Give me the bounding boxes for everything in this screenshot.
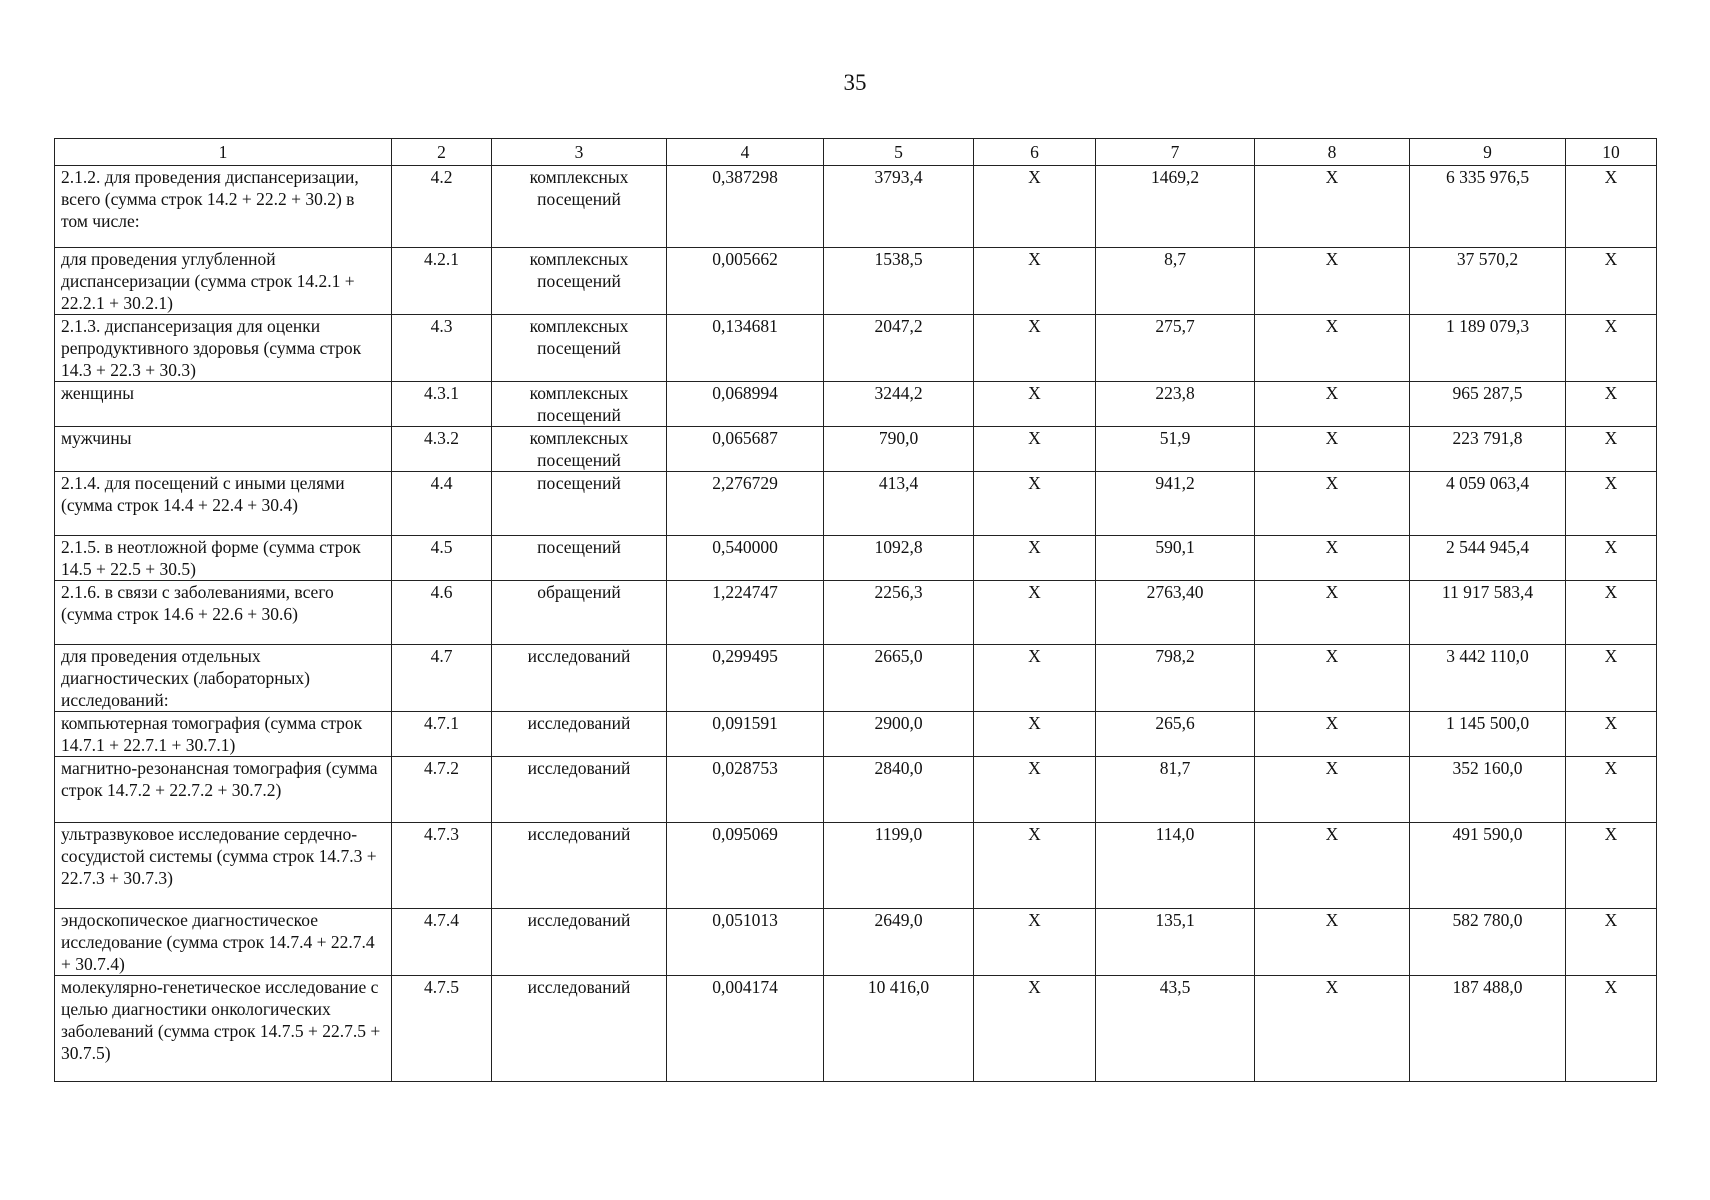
row-description: 2.1.3. диспансеризация для оценки репродуктивного здоровья (сумма строк 14.3 + 22.3 + 30.3) <box>55 315 392 382</box>
row-value-col9: 11 917 583,4 <box>1410 581 1566 645</box>
row-value-col6: Х <box>974 248 1096 315</box>
row-value-col6: Х <box>974 757 1096 823</box>
row-value-col5: 1538,5 <box>824 248 974 315</box>
row-value-col6: Х <box>974 427 1096 472</box>
row-value-col5: 2840,0 <box>824 757 974 823</box>
row-value-col6: Х <box>974 909 1096 976</box>
row-value-col8: Х <box>1255 248 1410 315</box>
row-value-col8: Х <box>1255 757 1410 823</box>
row-value-col10: Х <box>1566 536 1657 581</box>
table-row <box>55 757 1657 823</box>
row-unit: посещений <box>492 536 667 581</box>
row-value-col5: 1199,0 <box>824 823 974 909</box>
row-line-number: 4.2 <box>392 166 492 248</box>
row-value-col6: Х <box>974 976 1096 1082</box>
row-value-col4: 0,299495 <box>667 645 824 712</box>
row-line-number: 4.3 <box>392 315 492 382</box>
row-value-col8: Х <box>1255 427 1410 472</box>
row-value-col5: 10 416,0 <box>824 976 974 1082</box>
column-header: 1 <box>55 139 392 166</box>
row-line-number: 4.7.2 <box>392 757 492 823</box>
row-value-col7: 941,2 <box>1096 472 1255 536</box>
row-description: ультразвуковое исследование сердечно-сосудистой системы (сумма строк 14.7.3 + 22.7.3 + 30.7.3) <box>55 823 392 909</box>
row-value-col4: 0,387298 <box>667 166 824 248</box>
row-value-col7: 798,2 <box>1096 645 1255 712</box>
row-line-number: 4.7.5 <box>392 976 492 1082</box>
row-line-number: 4.3.1 <box>392 382 492 427</box>
row-value-col10: Х <box>1566 823 1657 909</box>
row-line-number: 4.7.3 <box>392 823 492 909</box>
row-value-col9: 4 059 063,4 <box>1410 472 1566 536</box>
column-header: 3 <box>492 139 667 166</box>
row-description: мужчины <box>55 427 392 472</box>
row-value-col10: Х <box>1566 427 1657 472</box>
row-description: эндоскопическое диагностическое исследование (сумма строк 14.7.4 + 22.7.4 + 30.7.4) <box>55 909 392 976</box>
row-value-col8: Х <box>1255 823 1410 909</box>
row-value-col7: 1469,2 <box>1096 166 1255 248</box>
row-value-col6: Х <box>974 382 1096 427</box>
table-row <box>55 427 1657 472</box>
row-value-col4: 0,095069 <box>667 823 824 909</box>
row-value-col5: 1092,8 <box>824 536 974 581</box>
row-value-col4: 0,540000 <box>667 536 824 581</box>
row-value-col8: Х <box>1255 315 1410 382</box>
row-value-col9: 965 287,5 <box>1410 382 1566 427</box>
column-header: 7 <box>1096 139 1255 166</box>
data-table <box>54 138 1657 1082</box>
row-value-col9: 2 544 945,4 <box>1410 536 1566 581</box>
row-value-col8: Х <box>1255 976 1410 1082</box>
row-value-col6: Х <box>974 645 1096 712</box>
row-value-col9: 37 570,2 <box>1410 248 1566 315</box>
row-line-number: 4.7.4 <box>392 909 492 976</box>
row-value-col6: Х <box>974 472 1096 536</box>
row-value-col4: 0,134681 <box>667 315 824 382</box>
row-value-col5: 2900,0 <box>824 712 974 757</box>
row-line-number: 4.7 <box>392 645 492 712</box>
row-value-col8: Х <box>1255 712 1410 757</box>
row-value-col7: 51,9 <box>1096 427 1255 472</box>
row-value-col9: 352 160,0 <box>1410 757 1566 823</box>
table-row <box>55 712 1657 757</box>
row-value-col4: 1,224747 <box>667 581 824 645</box>
row-description: 2.1.4. для посещений с иными целями (сумма строк 14.4 + 22.4 + 30.4) <box>55 472 392 536</box>
row-value-col4: 0,028753 <box>667 757 824 823</box>
row-value-col10: Х <box>1566 909 1657 976</box>
row-value-col7: 8,7 <box>1096 248 1255 315</box>
row-value-col8: Х <box>1255 581 1410 645</box>
row-line-number: 4.7.1 <box>392 712 492 757</box>
row-value-col8: Х <box>1255 166 1410 248</box>
row-description: для проведения углубленной диспансеризации (сумма строк 14.2.1 + 22.2.1 + 30.2.1) <box>55 248 392 315</box>
table-body <box>55 166 1657 1082</box>
row-description: компьютерная томография (сумма строк 14.7.1 + 22.7.1 + 30.7.1) <box>55 712 392 757</box>
row-value-col10: Х <box>1566 472 1657 536</box>
table-header-row <box>55 139 1657 166</box>
table-row <box>55 382 1657 427</box>
row-unit: исследований <box>492 645 667 712</box>
row-value-col5: 2665,0 <box>824 645 974 712</box>
row-value-col5: 2649,0 <box>824 909 974 976</box>
row-value-col10: Х <box>1566 382 1657 427</box>
row-value-col4: 0,065687 <box>667 427 824 472</box>
row-value-col10: Х <box>1566 645 1657 712</box>
row-value-col8: Х <box>1255 645 1410 712</box>
row-unit: исследований <box>492 757 667 823</box>
table-row <box>55 909 1657 976</box>
row-value-col6: Х <box>974 315 1096 382</box>
table-row <box>55 976 1657 1082</box>
column-header: 4 <box>667 139 824 166</box>
row-value-col9: 6 335 976,5 <box>1410 166 1566 248</box>
row-unit: исследований <box>492 976 667 1082</box>
row-unit: исследований <box>492 823 667 909</box>
column-header: 6 <box>974 139 1096 166</box>
row-value-col4: 0,091591 <box>667 712 824 757</box>
row-line-number: 4.4 <box>392 472 492 536</box>
table-row <box>55 472 1657 536</box>
row-value-col5: 2256,3 <box>824 581 974 645</box>
row-value-col9: 223 791,8 <box>1410 427 1566 472</box>
table-row <box>55 166 1657 248</box>
row-unit: комплексных посещений <box>492 382 667 427</box>
row-value-col8: Х <box>1255 472 1410 536</box>
row-line-number: 4.2.1 <box>392 248 492 315</box>
table-row <box>55 823 1657 909</box>
row-unit: исследований <box>492 712 667 757</box>
row-value-col8: Х <box>1255 536 1410 581</box>
page-number: 35 <box>843 70 867 95</box>
row-description: 2.1.5. в неотложной форме (сумма строк 14.5 + 22.5 + 30.5) <box>55 536 392 581</box>
row-value-col10: Х <box>1566 166 1657 248</box>
row-description: для проведения отдельных диагностических (лабораторных) исследований: <box>55 645 392 712</box>
row-description: молекулярно-генетическое исследование с целью диагностики онкологических заболеваний (сумма строк 14.7.5 + 22.7.5 + 30.7.5) <box>55 976 392 1082</box>
table-row <box>55 645 1657 712</box>
row-value-col9: 187 488,0 <box>1410 976 1566 1082</box>
column-header: 9 <box>1410 139 1566 166</box>
row-unit: посещений <box>492 472 667 536</box>
row-line-number: 4.3.2 <box>392 427 492 472</box>
row-unit: обращений <box>492 581 667 645</box>
column-header: 2 <box>392 139 492 166</box>
row-value-col6: Х <box>974 712 1096 757</box>
row-description: 2.1.2. для проведения диспансеризации, всего (сумма строк 14.2 + 22.2 + 30.2) в том числе: <box>55 166 392 248</box>
column-header: 5 <box>824 139 974 166</box>
row-value-col9: 1 189 079,3 <box>1410 315 1566 382</box>
row-value-col4: 2,276729 <box>667 472 824 536</box>
table-row <box>55 248 1657 315</box>
row-value-col4: 0,005662 <box>667 248 824 315</box>
row-value-col4: 0,051013 <box>667 909 824 976</box>
row-value-col6: Х <box>974 536 1096 581</box>
row-value-col10: Х <box>1566 757 1657 823</box>
row-value-col5: 3244,2 <box>824 382 974 427</box>
table-row <box>55 581 1657 645</box>
row-value-col7: 81,7 <box>1096 757 1255 823</box>
row-description: магнитно-резонансная томография (сумма строк 14.7.2 + 22.7.2 + 30.7.2) <box>55 757 392 823</box>
row-unit: комплексных посещений <box>492 427 667 472</box>
row-value-col6: Х <box>974 166 1096 248</box>
row-value-col7: 275,7 <box>1096 315 1255 382</box>
row-value-col7: 2763,40 <box>1096 581 1255 645</box>
row-value-col10: Х <box>1566 976 1657 1082</box>
row-unit: комплексных посещений <box>492 248 667 315</box>
row-unit: исследований <box>492 909 667 976</box>
row-value-col10: Х <box>1566 712 1657 757</box>
row-value-col7: 265,6 <box>1096 712 1255 757</box>
table-row <box>55 536 1657 581</box>
row-value-col4: 0,004174 <box>667 976 824 1082</box>
row-value-col5: 790,0 <box>824 427 974 472</box>
row-value-col7: 223,8 <box>1096 382 1255 427</box>
row-value-col9: 582 780,0 <box>1410 909 1566 976</box>
row-value-col10: Х <box>1566 581 1657 645</box>
column-header: 10 <box>1566 139 1657 166</box>
row-value-col9: 491 590,0 <box>1410 823 1566 909</box>
row-value-col7: 135,1 <box>1096 909 1255 976</box>
row-value-col6: Х <box>974 581 1096 645</box>
row-description: 2.1.6. в связи с заболеваниями, всего (сумма строк 14.6 + 22.6 + 30.6) <box>55 581 392 645</box>
row-value-col10: Х <box>1566 248 1657 315</box>
row-value-col9: 3 442 110,0 <box>1410 645 1566 712</box>
row-value-col7: 114,0 <box>1096 823 1255 909</box>
column-header: 8 <box>1255 139 1410 166</box>
row-unit: комплексных посещений <box>492 166 667 248</box>
row-value-col9: 1 145 500,0 <box>1410 712 1566 757</box>
row-description: женщины <box>55 382 392 427</box>
row-line-number: 4.6 <box>392 581 492 645</box>
row-value-col5: 3793,4 <box>824 166 974 248</box>
row-line-number: 4.5 <box>392 536 492 581</box>
row-unit: комплексных посещений <box>492 315 667 382</box>
row-value-col5: 413,4 <box>824 472 974 536</box>
row-value-col7: 43,5 <box>1096 976 1255 1082</box>
row-value-col4: 0,068994 <box>667 382 824 427</box>
row-value-col10: Х <box>1566 315 1657 382</box>
table-row <box>55 315 1657 382</box>
row-value-col8: Х <box>1255 909 1410 976</box>
row-value-col8: Х <box>1255 382 1410 427</box>
row-value-col6: Х <box>974 823 1096 909</box>
row-value-col7: 590,1 <box>1096 536 1255 581</box>
row-value-col5: 2047,2 <box>824 315 974 382</box>
